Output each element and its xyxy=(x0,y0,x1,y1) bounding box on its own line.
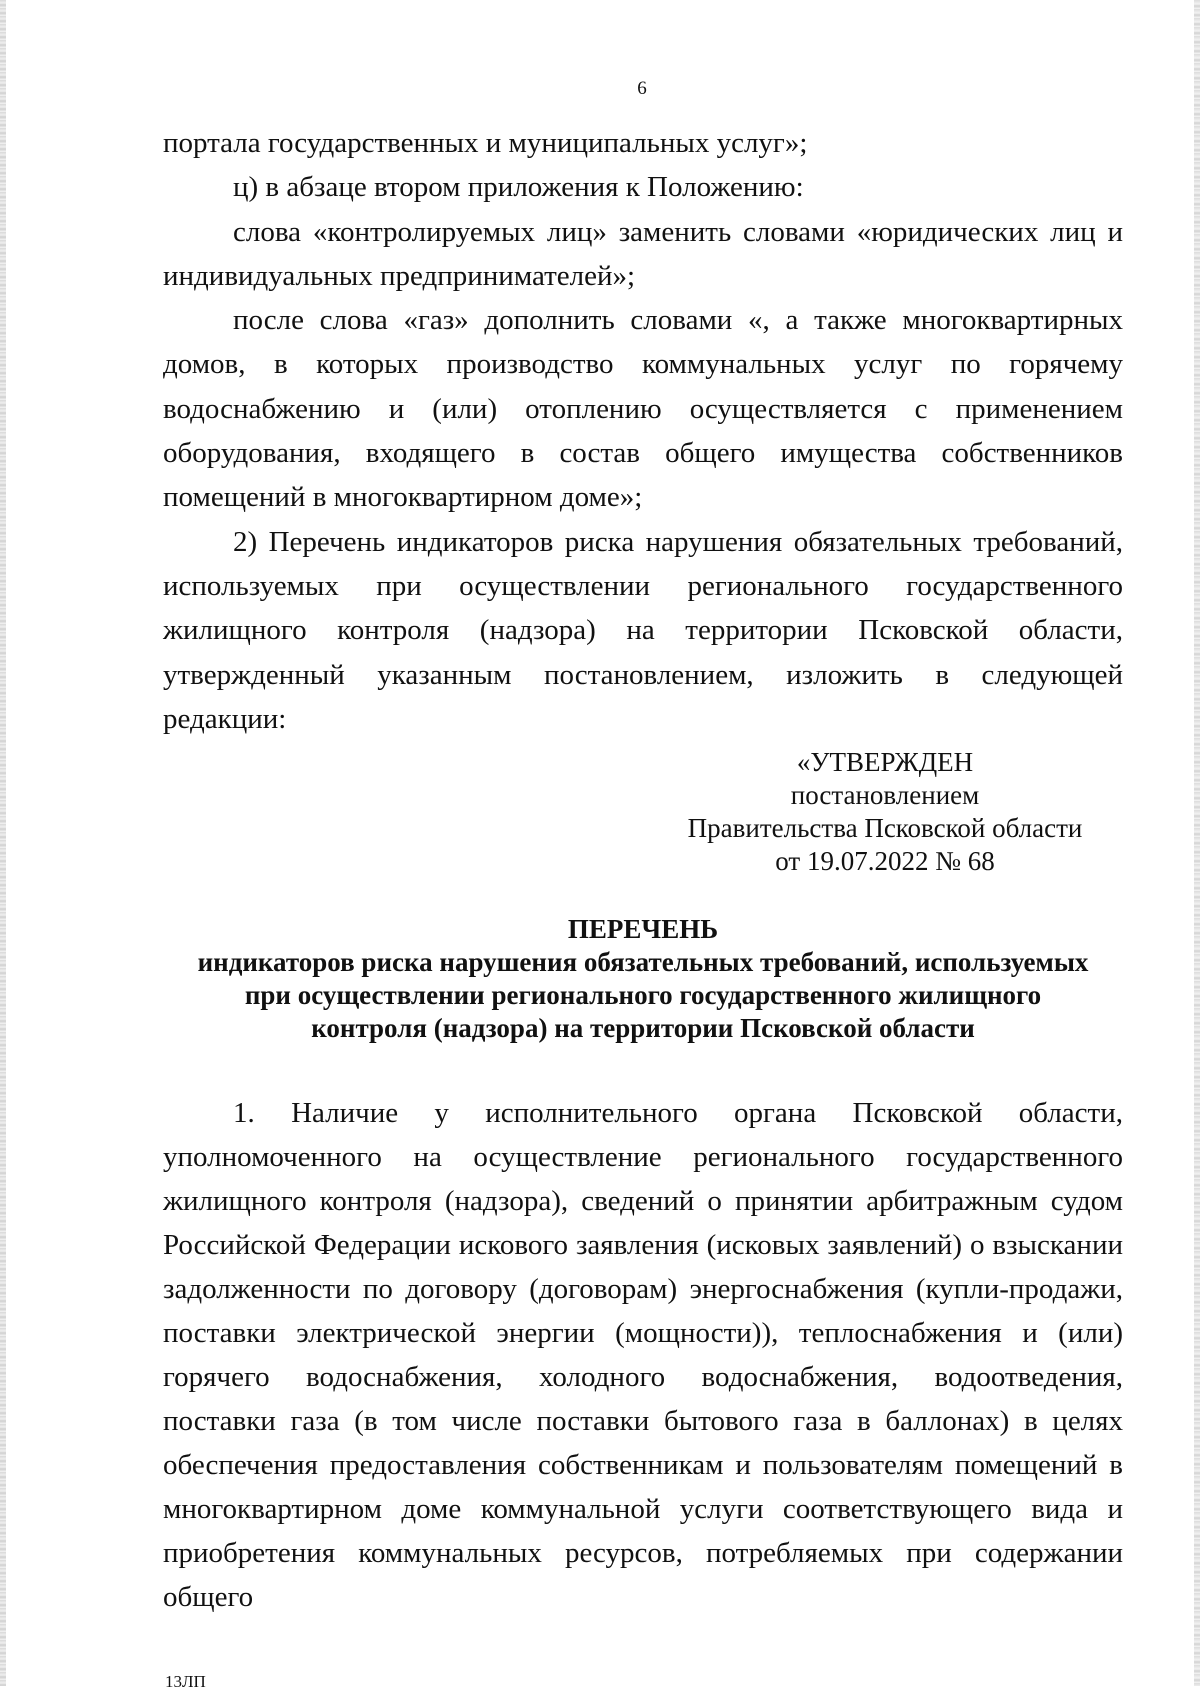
paragraph-replace-words: слова «контролируемых лиц» заменить словами «юридических лиц и индивидуальных предпринимателей»; xyxy=(163,215,1123,292)
footer-document-code: 13ЛП xyxy=(165,1672,206,1691)
list-title-heading: ПЕРЕЧЕНЬ xyxy=(567,914,719,944)
indicator-item-1: 1. Наличие у исполнительного органа Псковской области, уполномоченного на осуществление регионального государственного жилищного контроля (надзора), сведений о принятии арбитражным судом Российской Федерации искового заявления (исковых заявлений) о взыскании задолженности по договору (договорам) энергоснабжения (купли-продажи, поставки электрической энергии (мощности)), теплоснабжения и (или) горячего водоснабжения, холодного водоснабжения, водоотведения, поставки газа (в том числе поставки бытового газа в баллонах) в целях обеспечения предоставления собственникам и пользователям помещений в многоквартирном доме коммунальной услуги соответствующего вида и приобретения коммунальных ресурсов, потребляемых при содержании общего xyxy=(163,1097,1123,1613)
paragraph-portal-continuation: портала государственных и муниципальных услуг»; xyxy=(163,127,808,159)
approval-line-date-number: от 19.07.2022 № 68 xyxy=(775,846,995,876)
approval-line-approved: «УТВЕРЖДЕН xyxy=(796,747,974,777)
indicator-list xyxy=(163,1091,1123,1619)
list-title-line-2: при осуществлении регионального государственного жилищного xyxy=(244,980,1042,1010)
page-number: 6 xyxy=(637,78,647,99)
approval-stamp-block xyxy=(660,746,1110,878)
scan-edge-right xyxy=(1194,0,1200,1686)
list-title-line-1: индикаторов риска нарушения обязательных требований, используемых xyxy=(197,947,1089,977)
document-body xyxy=(163,121,1123,741)
list-title-line-3: контроля (надзора) на территории Псковской области xyxy=(311,1013,975,1043)
approval-line-government: Правительства Псковской области xyxy=(687,813,1083,843)
scan-edge-left xyxy=(0,0,6,1686)
paragraph-add-words: после слова «газ» дополнить словами «, а также многоквартирных домов, в которых производство коммунальных услуг по горячему водоснабжению и (или) отоплению осуществляется с применением оборудования, входящего в состав общего имущества собственников помещений в многоквартирном доме»; xyxy=(163,304,1123,514)
paragraph-item-2: 2) Перечень индикаторов риска нарушения обязательных требований, используемых при осуществлении регионального государственного жилищного контроля (надзора) на территории Псковской области, утвержденный указанным постановлением, изложить в следующей редакции: xyxy=(163,525,1123,735)
paragraph-item-ts: ц) в абзаце втором приложения к Положению: xyxy=(233,171,804,204)
list-title-block xyxy=(163,913,1123,1045)
approval-line-resolution: постановлением xyxy=(790,780,980,810)
